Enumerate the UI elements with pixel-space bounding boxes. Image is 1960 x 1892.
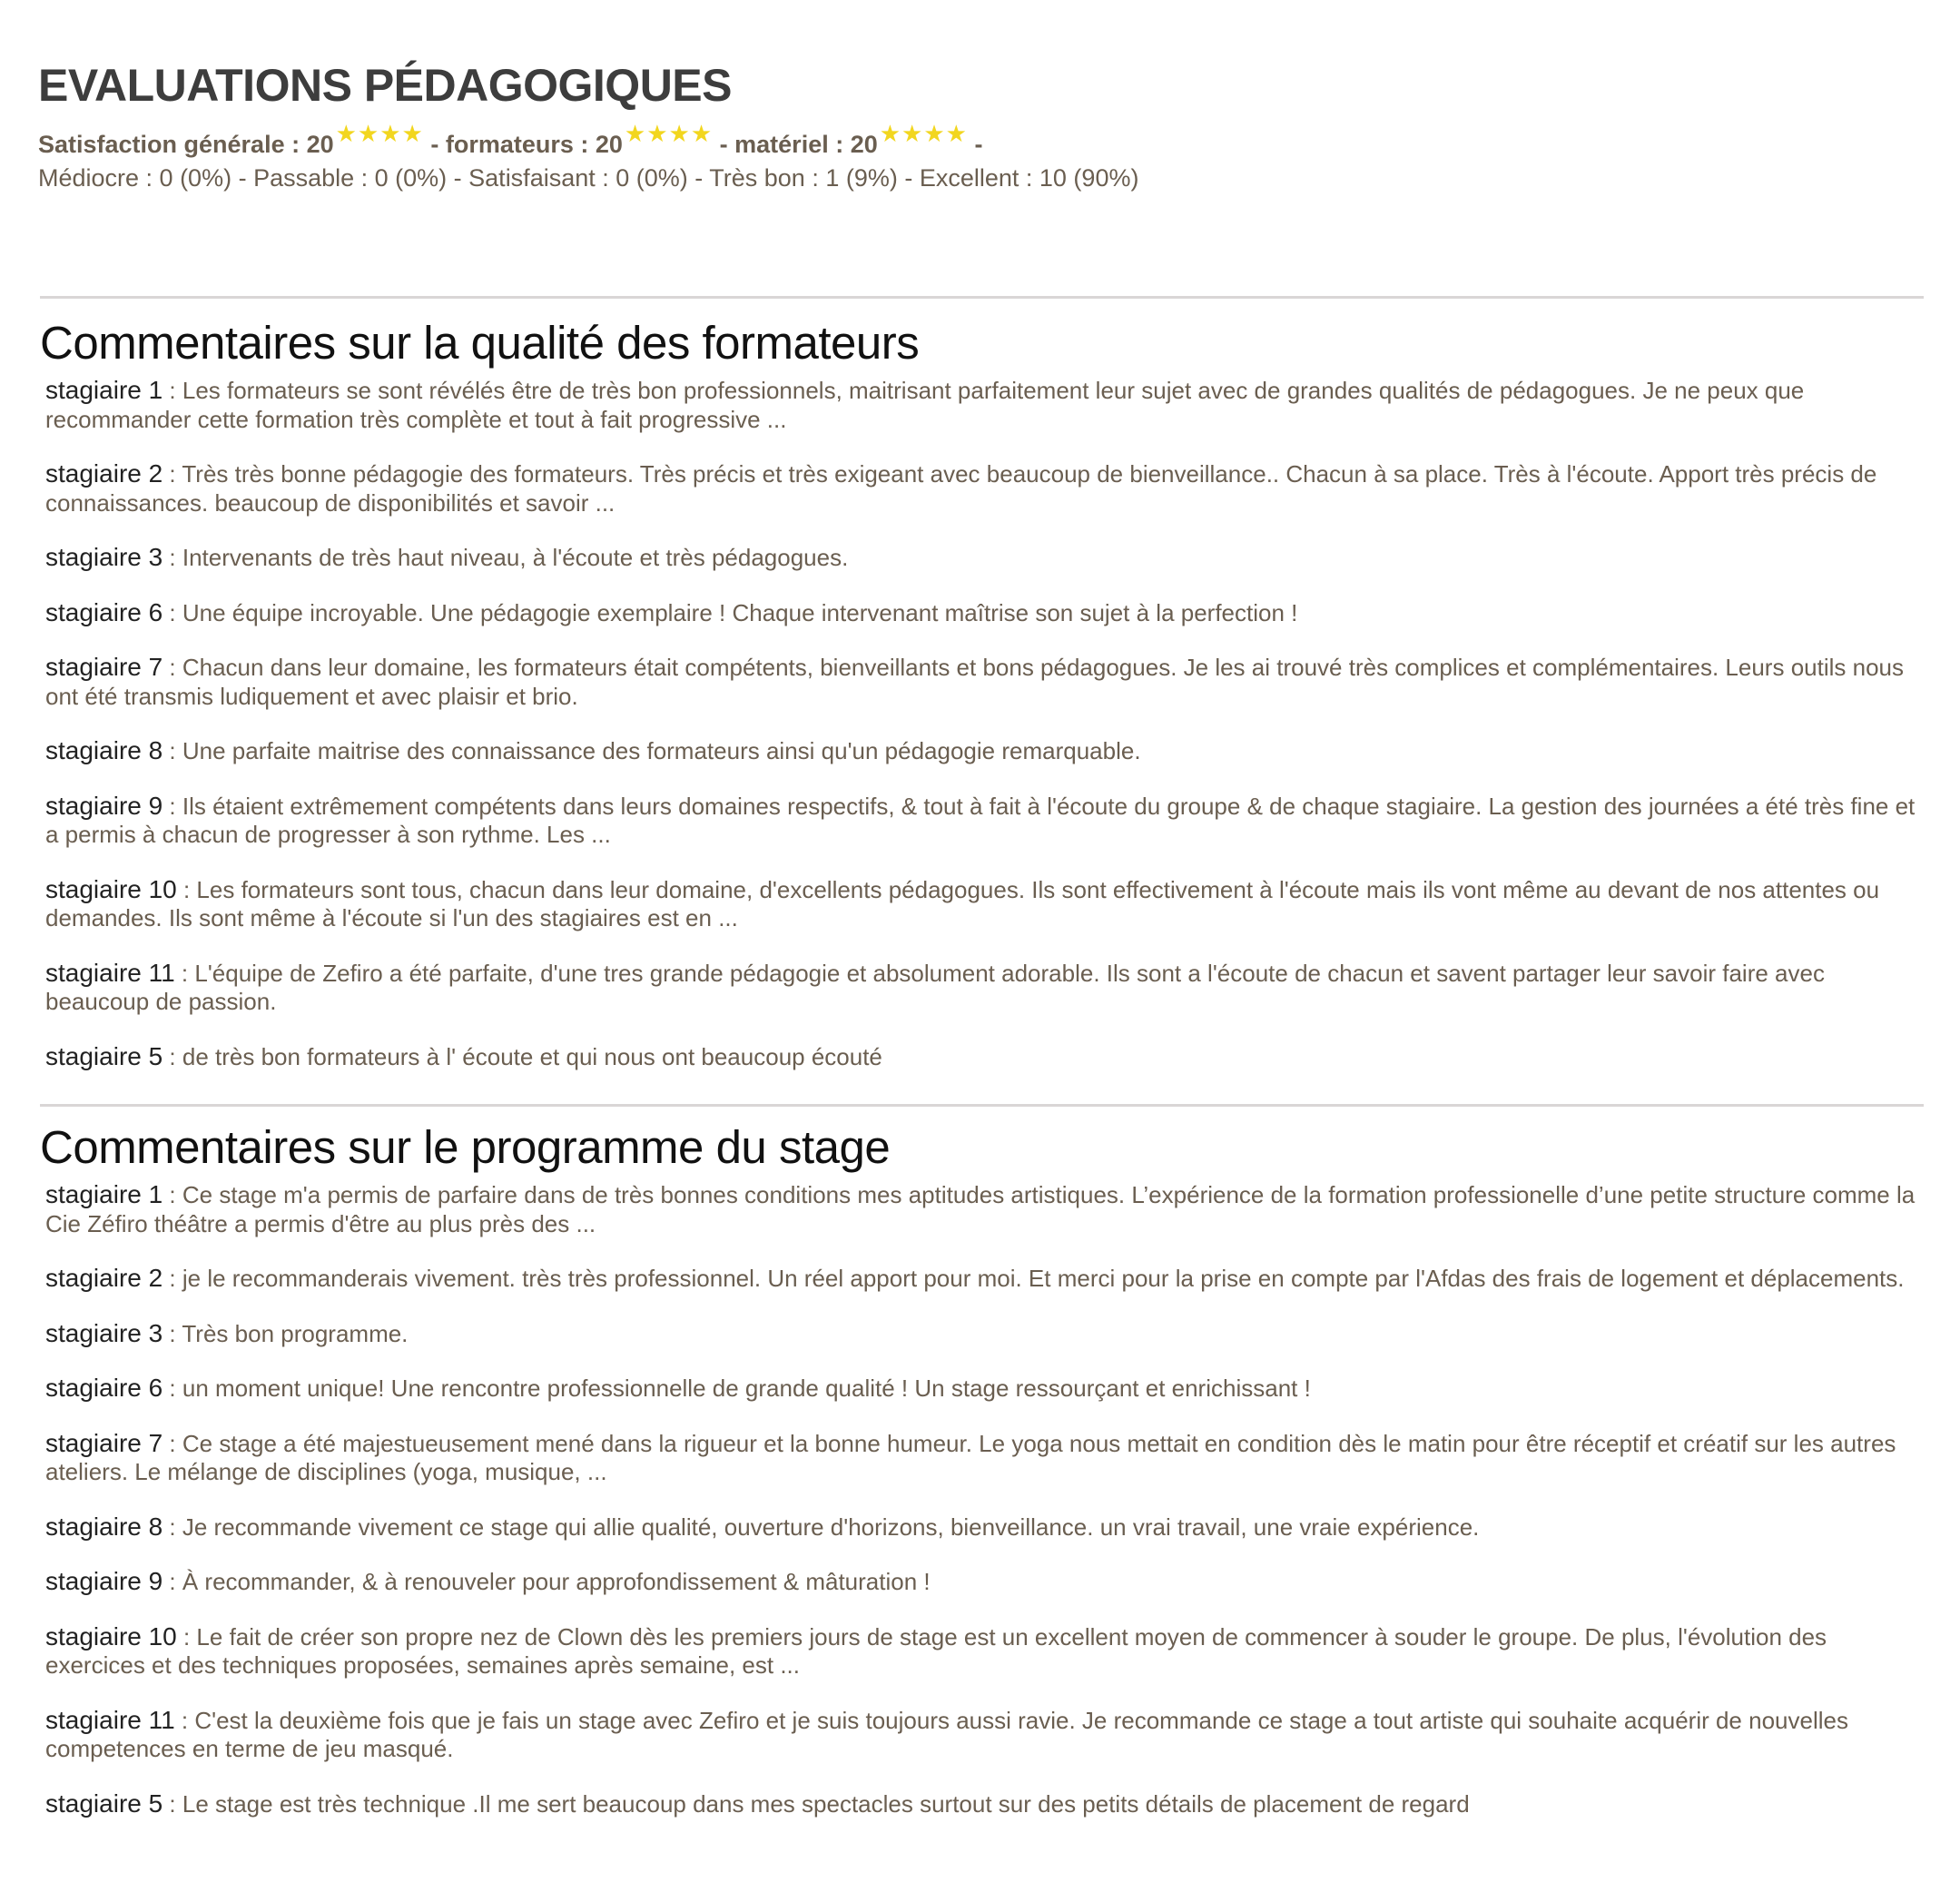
comment-text: : Très très bonne pédagogie des formateurs. Très précis et très exigeant avec beaucoup de bienveillance.. Chacun à sa place. Très à l'écoute. Apport très précis de connaissances. beaucoup de disponibilités et savoir ... xyxy=(45,460,1877,517)
comment-text: : Très bon programme. xyxy=(163,1319,409,1347)
comment-item xyxy=(45,792,1924,850)
comment-author: stagiaire 6 xyxy=(45,1374,163,1402)
comment-author: stagiaire 8 xyxy=(45,736,163,764)
section-title: Commentaires sur la qualité des formateurs xyxy=(40,317,920,369)
comment-text: : C'est la deuxième fois que je fais un stage avec Zefiro et je suis toujours aussi ravie. Je recommande ce stage a tout artiste qui souhaite acquérir de nouvelles competences en terme de jeu masqué. xyxy=(45,1706,1848,1762)
comment-item xyxy=(45,376,1924,434)
comment-item xyxy=(45,1513,1924,1542)
comment-text: : je le recommanderais vivement. très très professionnel. Un réel apport pour moi. Et merci pour la prise en compte par l'Afdas des frais de logement et déplacements. xyxy=(163,1265,1905,1292)
comment-author: stagiaire 6 xyxy=(45,597,163,626)
comment-author: stagiaire 9 xyxy=(45,1567,163,1595)
comment-list xyxy=(40,376,1924,1071)
comment-text: : Je recommande vivement ce stage qui allie qualité, ouverture d'horizons, bienveillance. un vrai travail, une vraie expérience. xyxy=(163,1513,1480,1541)
comment-text: : Ce stage m'a permis de parfaire dans de très bonnes conditions mes aptitudes artistiques. L’expérience de la formation professionelle d’une petite structure comme la Cie Zéfiro théâtre a permis d'être au plus près des ... xyxy=(45,1181,1916,1237)
comment-author: stagiaire 1 xyxy=(45,1180,163,1208)
comment-item xyxy=(45,598,1924,628)
comment-list xyxy=(40,1180,1924,1818)
comment-item xyxy=(45,1706,1924,1764)
comment-item xyxy=(45,1264,1924,1294)
comment-item xyxy=(45,459,1924,517)
comment-text: : Le fait de créer son propre nez de Clown dès les premiers jours de stage est un excellent moyen de commencer à souder le groupe. De plus, l'évolution des exercices et des techniques proposées, semaines après semaine, est ... xyxy=(45,1622,1827,1679)
comment-item xyxy=(45,736,1924,766)
comment-item xyxy=(45,875,1924,933)
comment-author: stagiaire 3 xyxy=(45,1318,163,1347)
comment-author: stagiaire 10 xyxy=(45,874,177,903)
comment-author: stagiaire 5 xyxy=(45,1041,163,1070)
comment-text: : À recommander, & à renouveler pour approfondissement & mâturation ! xyxy=(163,1568,931,1595)
comment-item xyxy=(45,1042,1924,1072)
comment-item xyxy=(45,1622,1924,1680)
comment-author: stagiaire 11 xyxy=(45,958,175,987)
comment-author: stagiaire 3 xyxy=(45,543,163,571)
rating-distribution: Médiocre : 0 (0%) - Passable : 0 (0%) - Satisfaisant : 0 (0%) - Très bon : 1 (9%) - Excellent : 10 (90%) xyxy=(38,164,1139,192)
comment-author: stagiaire 10 xyxy=(45,1621,177,1651)
star-icon: ★★★★ xyxy=(335,120,424,147)
section-divider xyxy=(40,296,1924,299)
ratings-trailing: - xyxy=(967,131,983,158)
comment-author: stagiaire 2 xyxy=(45,459,163,488)
comment-text: : Les formateurs sont tous, chacun dans leur domaine, d'excellents pédagogues. Ils sont effectivement à l'écoute mais ils vont même au devant de nos attentes ou demandes. Ils sont même à l'écoute si l'un des stagiaires est en ... xyxy=(45,875,1880,931)
page-title: EVALUATIONS PÉDAGOGIQUES xyxy=(38,60,733,111)
comment-item xyxy=(45,1319,1924,1349)
comment-text: : Ce stage a été majestueusement mené dans la rigueur et la bonne humeur. Le yoga nous mettait en condition dès le matin pour être réceptif et créatif sur les autres ateliers. Le mélange de disciplines (yoga, musique, ... xyxy=(45,1429,1896,1485)
comment-item xyxy=(45,1374,1924,1404)
comment-item xyxy=(45,1429,1924,1487)
comment-author: stagiaire 5 xyxy=(45,1789,163,1818)
comment-text: : Les formateurs se sont révélés être de très bon professionnels, maitrisant parfaitement leur sujet avec de grandes qualités de pédagogues. Je ne peux que recommander cette formation très complète et tout à fait progressive ... xyxy=(45,377,1805,433)
comment-text: : Ils étaient extrêmement compétents dans leurs domaines respectifs, & tout à fait à l'écoute du groupe & de chaque stagiaire. La gestion des journées a été très fine et a permis à chacun de progresser à son rythme. Les ... xyxy=(45,792,1916,848)
comment-author: stagiaire 7 xyxy=(45,1428,163,1457)
comment-text: : Le stage est très technique .Il me sert beaucoup dans mes spectacles surtout sur des petits détails de placement de regard xyxy=(163,1789,1470,1818)
formateurs-rating-label: - formateurs : 20 xyxy=(423,131,623,158)
comment-text: : Une équipe incroyable. Une pédagogie exemplaire ! Chaque intervenant maîtrise son sujet à la perfection ! xyxy=(163,598,1298,626)
comment-author: stagiaire 7 xyxy=(45,653,163,681)
formateurs-comments-section xyxy=(40,310,1924,1097)
comment-item xyxy=(45,1180,1924,1238)
general-satisfaction-label: Satisfaction générale : 20 xyxy=(38,131,334,158)
comment-author: stagiaire 8 xyxy=(45,1512,163,1541)
comment-text: : Une parfaite maitrise des connaissance des formateurs ainsi qu'un pédagogie remarquable. xyxy=(163,737,1141,764)
comment-text: : Intervenants de très haut niveau, à l'écoute et très pédagogues. xyxy=(163,544,849,571)
comment-item xyxy=(45,959,1924,1017)
comment-text: : un moment unique! Une rencontre professionnelle de grande qualité ! Un stage ressourçant et enrichissant ! xyxy=(163,1375,1311,1402)
section-divider xyxy=(40,1104,1924,1107)
comment-text: : L'équipe de Zefiro a été parfaite, d'une tres grande pédagogie et absolument adorable. Ils sont a l'écoute de chacun et savent partager leur savoir faire avec beaucoup de passion. xyxy=(45,959,1825,1015)
comment-item xyxy=(45,653,1924,711)
materiel-rating-label: - matériel : 20 xyxy=(713,131,878,158)
comment-text: : de très bon formateurs à l' écoute et qui nous ont beaucoup écouté xyxy=(163,1042,882,1070)
comment-author: stagiaire 11 xyxy=(45,1705,175,1734)
comment-item xyxy=(45,543,1924,573)
comment-item xyxy=(45,1789,1924,1819)
section-title: Commentaires sur le programme du stage xyxy=(40,1121,891,1173)
comment-text: : Chacun dans leur domaine, les formateurs était compétents, bienveillants et bons pédagogues. Je les ai trouvé très complices et complémentaires. Leurs outils nous ont été transmis ludiquement et avec plaisir et brio. xyxy=(45,654,1904,710)
comment-author: stagiaire 9 xyxy=(45,791,163,820)
programme-comments-section xyxy=(40,1115,1924,1844)
star-icon: ★★★★ xyxy=(879,120,968,147)
star-icon: ★★★★ xyxy=(624,120,714,147)
comment-author: stagiaire 1 xyxy=(45,376,163,404)
comment-item xyxy=(45,1567,1924,1597)
comment-author: stagiaire 2 xyxy=(45,1264,163,1292)
